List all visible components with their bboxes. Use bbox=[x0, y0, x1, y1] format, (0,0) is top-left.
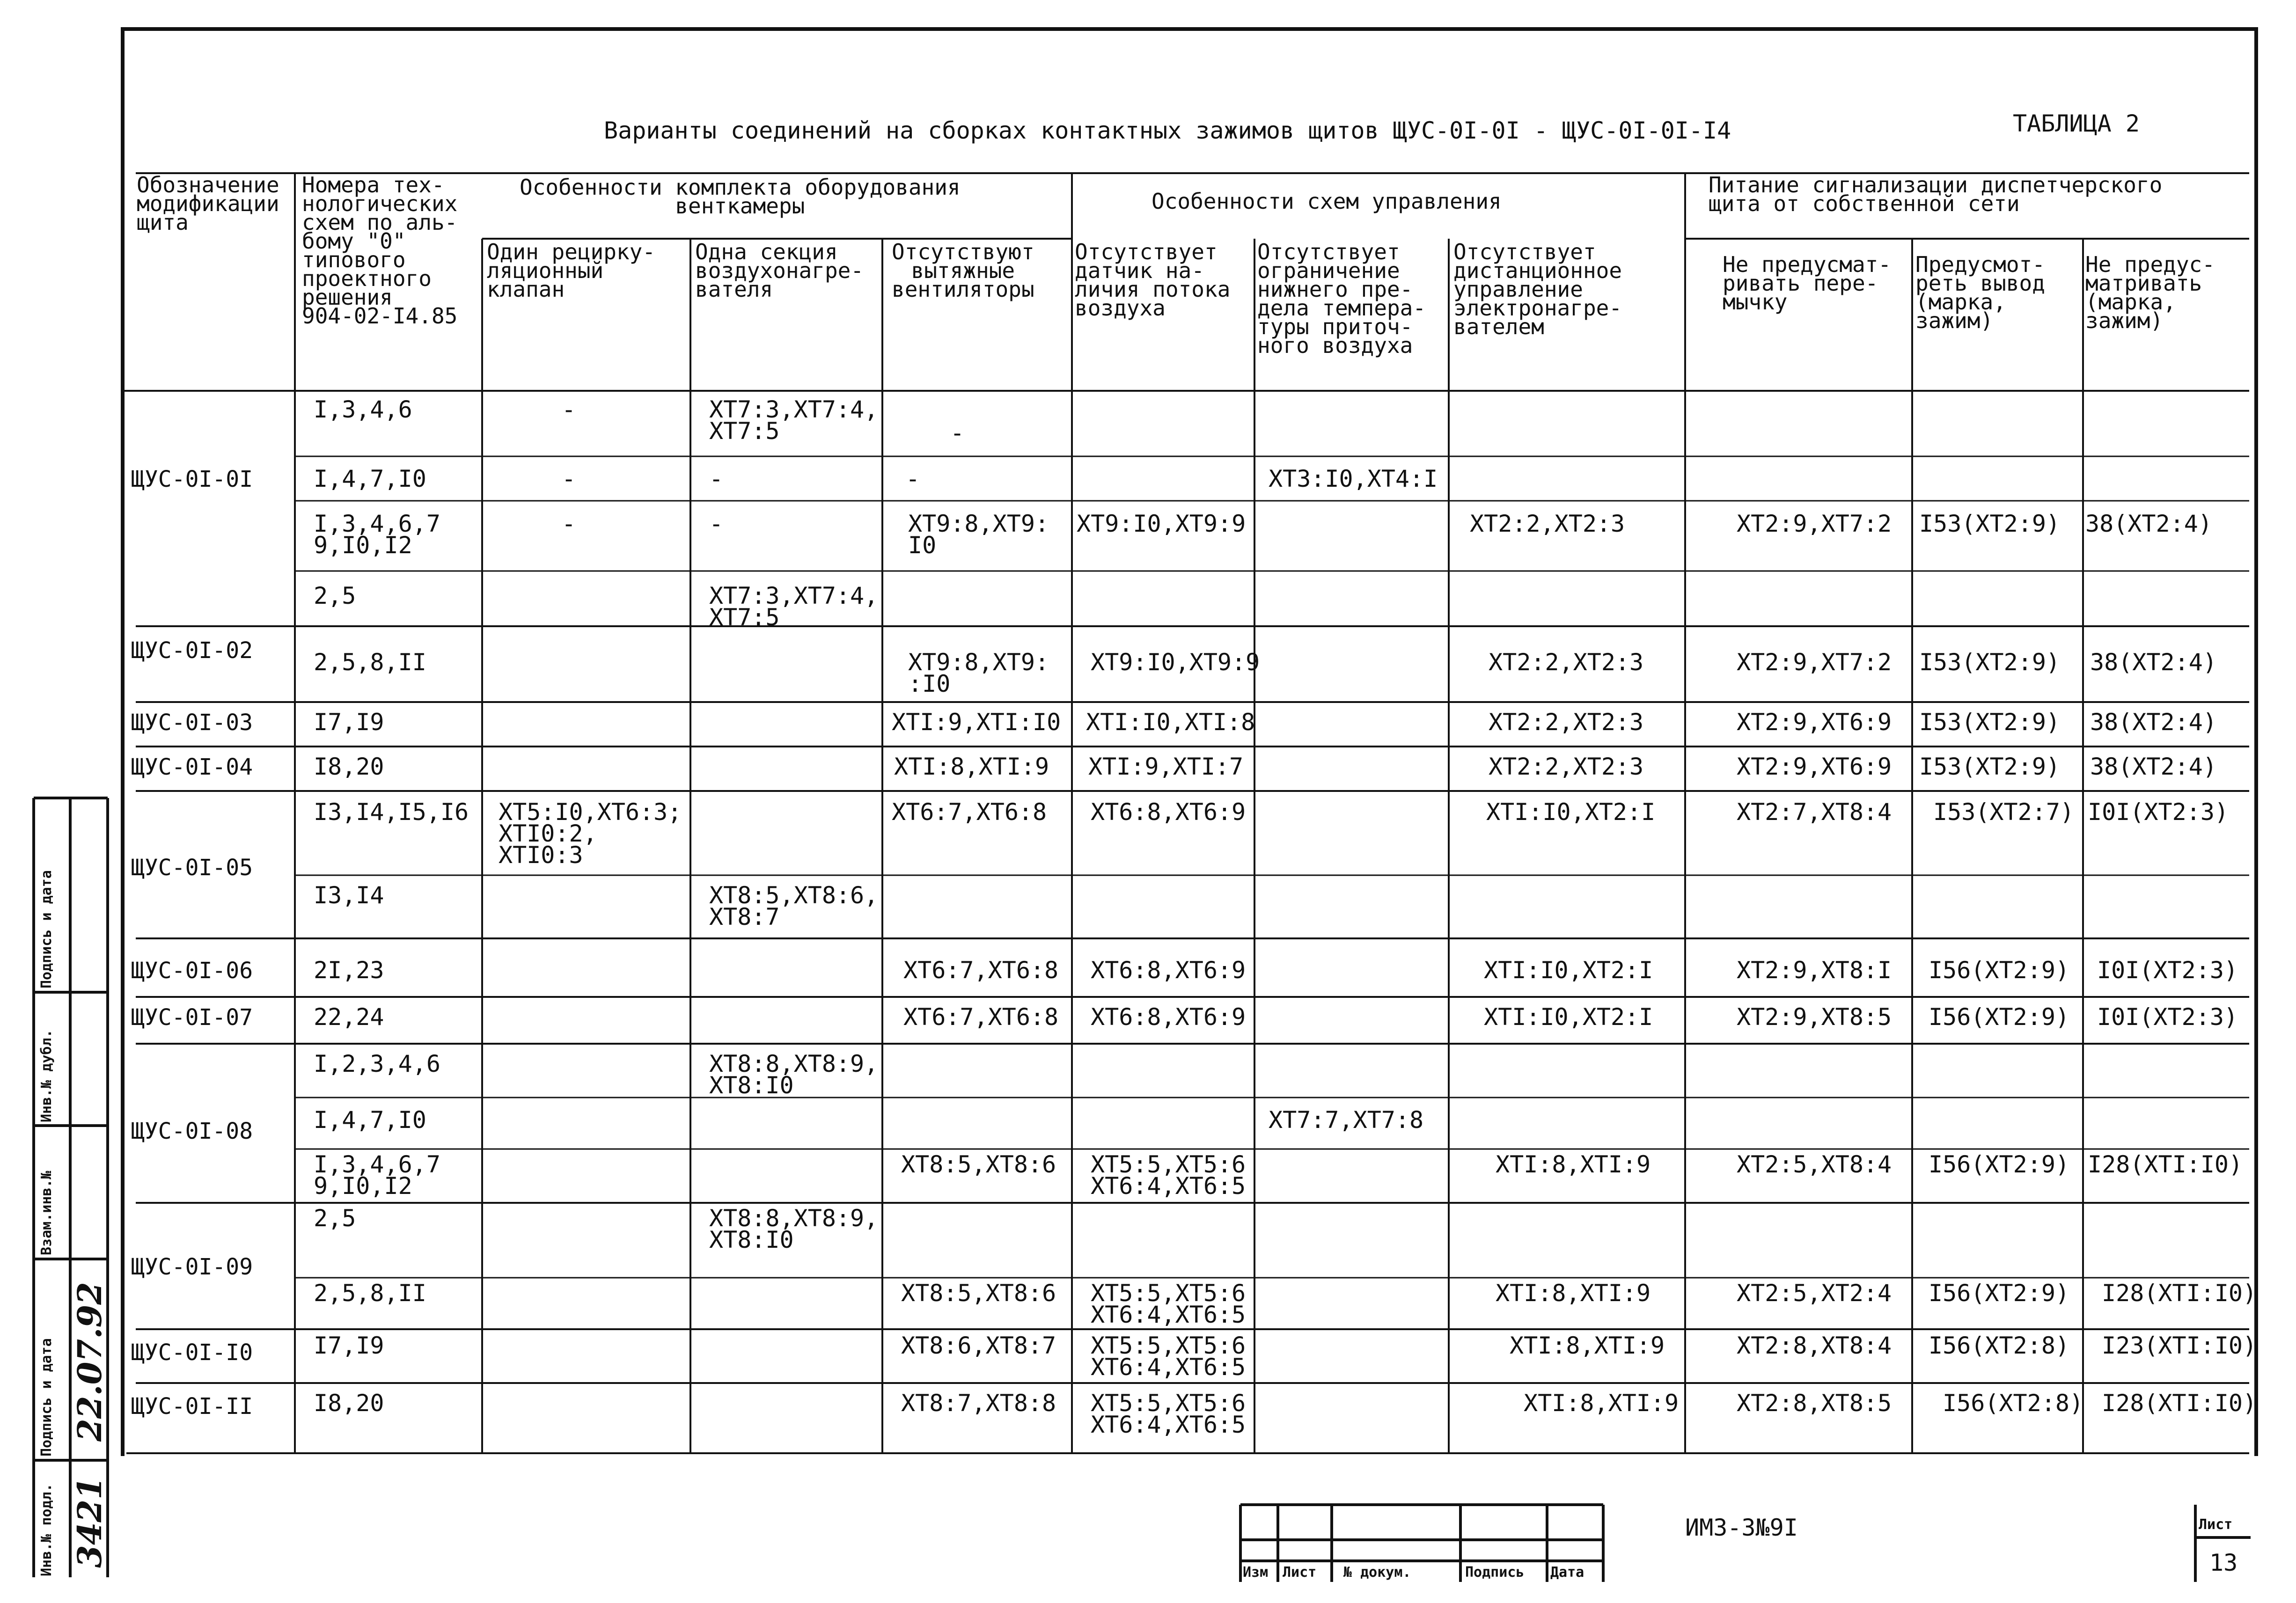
scheme-number-cell: I,3,4,6 bbox=[314, 396, 412, 423]
exhaust-cell: XT6:7,XT6:8 bbox=[903, 957, 1059, 984]
scheme-number-cell: I8,20 bbox=[314, 753, 384, 780]
col-doc: № докум. bbox=[1343, 1564, 1411, 1581]
scheme-number-cell: 2I,23 bbox=[314, 957, 384, 984]
designation-label: ЩУС-0I-05 bbox=[131, 855, 253, 881]
header-no-remote-control: Отсутствует дистанционное управление электронагре- вателем bbox=[1453, 239, 1622, 339]
temp-limit-cell: XT3:I0,XT4:I bbox=[1269, 465, 1438, 492]
provide-output-cell: I56(XT2:9) bbox=[1929, 1280, 2070, 1307]
col-date: Дата bbox=[1550, 1564, 1584, 1581]
not-provide-cell: I28(XTI:I0) bbox=[2088, 1151, 2243, 1178]
header-no-jumper: Не предусмат- ривать пере- мычку bbox=[1723, 252, 1892, 315]
flow-sensor-cell: XT5:5,XT5:6 XT6:4,XT6:5 bbox=[1091, 1390, 1246, 1438]
scheme-number-cell: 2,5 bbox=[314, 1205, 356, 1232]
flow-sensor-cell: XTI:I0,XTI:8 bbox=[1086, 709, 1255, 736]
designation-label: ЩУС-0I-I0 bbox=[131, 1339, 253, 1366]
header-scheme-numbers: Номера тех- нологических схем по аль- бому "0" типового проектного решения 904-02-I4.85 bbox=[302, 172, 458, 329]
not-provide-cell: I0I(XT2:3) bbox=[2097, 957, 2238, 984]
heater-cell: XT8:8,XT8:9, XT8:I0 bbox=[709, 1205, 879, 1253]
provide-output-cell: I56(XT2:9) bbox=[1929, 1151, 2070, 1178]
jumper-cell: XT2:9,XT8:I bbox=[1737, 957, 1892, 984]
flow-sensor-cell: XT9:I0,XT9:9 bbox=[1077, 510, 1246, 537]
remote-control-cell: XT2:2,XT2:3 bbox=[1470, 510, 1625, 537]
doc-code: ИМ3-3№9I bbox=[1685, 1514, 1798, 1541]
scheme-number-cell: I7,I9 bbox=[314, 1332, 384, 1359]
jumper-cell: XT2:8,XT8:4 bbox=[1737, 1332, 1892, 1359]
col-sign: Подпись bbox=[1465, 1564, 1525, 1581]
exhaust-cell: - bbox=[906, 465, 920, 492]
remote-control-cell: XT2:2,XT2:3 bbox=[1489, 649, 1644, 676]
heater-cell: - bbox=[709, 510, 724, 537]
jumper-cell: XT2:5,XT2:4 bbox=[1737, 1280, 1892, 1307]
jumper-cell: XT2:9,XT7:2 bbox=[1737, 510, 1892, 537]
provide-output-cell: I53(XT2:9) bbox=[1919, 510, 2061, 537]
heater-cell: XT8:5,XT8:6, XT8:7 bbox=[709, 882, 879, 930]
designation-label: ЩУС-0I-03 bbox=[131, 710, 253, 736]
header-provide-output: Предусмот- реть вывод (марка, зажим) bbox=[1915, 252, 2045, 333]
heater-cell: - bbox=[709, 465, 724, 492]
designation-label: ЩУС-0I-0I bbox=[131, 466, 253, 492]
designation-label: ЩУС-0I-09 bbox=[131, 1254, 253, 1280]
not-provide-cell: I28(XTI:I0) bbox=[2102, 1390, 2257, 1417]
provide-output-cell: I56(XT2:8) bbox=[1943, 1390, 2084, 1417]
header-designation: Обозначение модификации щита bbox=[137, 172, 279, 235]
designation-label: ЩУС-0I-06 bbox=[131, 958, 253, 984]
header-control-group: Особенности схем управления bbox=[1152, 189, 1502, 214]
exhaust-cell: XT8:5,XT8:6 bbox=[901, 1280, 1056, 1307]
stamp-hand-inv: 3421 bbox=[70, 1477, 109, 1568]
scheme-number-cell: I8,20 bbox=[314, 1390, 384, 1417]
scheme-number-cell: I,3,4,6,7 9,I0,I2 bbox=[314, 1151, 440, 1200]
not-provide-cell: I23(XTI:I0) bbox=[2102, 1332, 2257, 1359]
provide-output-cell: I53(XT2:9) bbox=[1919, 753, 2061, 780]
remote-control-cell: XTI:8,XTI:9 bbox=[1510, 1332, 1665, 1359]
remote-control-cell: XTI:8,XTI:9 bbox=[1496, 1280, 1651, 1307]
scheme-number-cell: I7,I9 bbox=[314, 709, 384, 736]
flow-sensor-cell: XT6:8,XT6:9 bbox=[1091, 1003, 1246, 1031]
provide-output-cell: I53(XT2:9) bbox=[1919, 649, 2061, 676]
exhaust-cell: XT8:7,XT8:8 bbox=[901, 1390, 1056, 1417]
scheme-number-cell: I3,I4 bbox=[314, 882, 384, 909]
designation-label: ЩУС-0I-08 bbox=[131, 1118, 253, 1144]
remote-control-cell: XT2:2,XT2:3 bbox=[1489, 709, 1644, 736]
stamp-sign-date-1: Подпись и дата bbox=[38, 1338, 55, 1457]
remote-control-cell: XTI:I0,XT2:I bbox=[1486, 798, 1656, 826]
jumper-cell: XT2:9,XT8:5 bbox=[1737, 1003, 1892, 1031]
remote-control-cell: XTI:I0,XT2:I bbox=[1484, 957, 1653, 984]
designation-label: ЩУС-0I-07 bbox=[131, 1004, 253, 1031]
scheme-number-cell: I,4,7,I0 bbox=[314, 465, 426, 492]
exhaust-cell: XTI:9,XTI:I0 bbox=[892, 709, 1061, 736]
not-provide-cell: 38(XT2:4) bbox=[2090, 753, 2217, 780]
provide-output-cell: I53(XT2:7) bbox=[1933, 798, 2075, 826]
stamp-inv-dup: Инв.№ дубл. bbox=[38, 1029, 55, 1122]
provide-output-cell: I53(XT2:9) bbox=[1919, 709, 2061, 736]
heater-cell: XT7:3,XT7:4, XT7:5 bbox=[709, 582, 879, 631]
exhaust-cell: XT9:8,XT9: I0 bbox=[908, 510, 1049, 559]
designation-label: ЩУС-0I-02 bbox=[131, 637, 253, 664]
jumper-cell: XT2:7,XT8:4 bbox=[1737, 798, 1892, 826]
provide-output-cell: I56(XT2:9) bbox=[1929, 1003, 2070, 1031]
provide-output-cell: I56(XT2:8) bbox=[1929, 1332, 2070, 1359]
flow-sensor-cell: XT9:I0,XT9:9 bbox=[1091, 649, 1260, 676]
not-provide-cell: I0I(XT2:3) bbox=[2088, 798, 2229, 826]
exhaust-cell: XTI:8,XTI:9 bbox=[894, 753, 1049, 780]
designation-label: ЩУС-0I-II bbox=[131, 1393, 253, 1420]
not-provide-cell: 38(XT2:4) bbox=[2090, 709, 2217, 736]
heater-cell: XT7:3,XT7:4, XT7:5 bbox=[709, 396, 879, 445]
remote-control-cell: XTI:8,XTI:9 bbox=[1524, 1390, 1679, 1417]
not-provide-cell: I28(XTI:I0) bbox=[2102, 1280, 2257, 1307]
temp-limit-cell: XT7:7,XT7:8 bbox=[1269, 1106, 1424, 1134]
remote-control-cell: XTI:I0,XT2:I bbox=[1484, 1003, 1653, 1031]
scheme-number-cell: I,3,4,6,7 9,I0,I2 bbox=[314, 510, 440, 559]
header-no-exhaust-fans: Отсутствуют вытяжные вентиляторы bbox=[892, 239, 1034, 302]
header-equipment-group: Особенности комплекта оборудования венткамеры bbox=[520, 175, 961, 219]
stamp-hand-date: 22.07.92 bbox=[70, 1282, 109, 1442]
remote-control-cell: XTI:8,XTI:9 bbox=[1496, 1151, 1651, 1178]
sheet-number: 13 bbox=[2209, 1549, 2238, 1576]
header-no-temp-limit: Отсутствует ограничение нижнего пре- дела темпера- туры приточ- ного воздуха bbox=[1257, 239, 1426, 358]
scheme-number-cell: I,2,3,4,6 bbox=[314, 1050, 440, 1077]
col-list: Лист bbox=[1283, 1564, 1317, 1581]
header-heater-section: Одна секция воздухонагре- вателя bbox=[695, 239, 864, 302]
scheme-number-cell: 22,24 bbox=[314, 1003, 384, 1031]
exhaust-cell: XT6:7,XT6:8 bbox=[892, 798, 1047, 826]
jumper-cell: XT2:8,XT8:5 bbox=[1737, 1390, 1892, 1417]
not-provide-cell: 38(XT2:4) bbox=[2090, 649, 2217, 676]
stamp-sign-date-2: Подпись и дата bbox=[38, 870, 55, 988]
flow-sensor-cell: XT5:5,XT5:6 XT6:4,XT6:5 bbox=[1091, 1280, 1246, 1328]
jumper-cell: XT2:9,XT7:2 bbox=[1737, 649, 1892, 676]
stamp-replace-inv: Взам.инв.№ bbox=[38, 1171, 55, 1255]
designation-label: ЩУС-0I-04 bbox=[131, 754, 253, 780]
flow-sensor-cell: XT5:5,XT5:6 XT6:4,XT6:5 bbox=[1091, 1151, 1246, 1200]
exhaust-cell: XT8:6,XT8:7 bbox=[901, 1332, 1056, 1359]
scheme-number-cell: I,4,7,I0 bbox=[314, 1106, 426, 1134]
exhaust-cell: XT9:8,XT9: :I0 bbox=[908, 649, 1049, 697]
document-title: Варианты соединений на сборках контактных зажимов щитов ЩУС-0I-0I - ЩУС-0I-0I-I4 bbox=[604, 117, 1731, 144]
recirculation-cell: - bbox=[562, 465, 576, 492]
flow-sensor-cell: XT6:8,XT6:9 bbox=[1091, 798, 1246, 826]
header-signal-group: Питание сигнализации диспетчерского щита от собственной сети bbox=[1709, 172, 2163, 216]
remote-control-cell: XT2:2,XT2:3 bbox=[1489, 753, 1644, 780]
exhaust-cell: XT6:7,XT6:8 bbox=[903, 1003, 1059, 1031]
header-not-provide: Не предус- матривать (марка, зажим) bbox=[2085, 252, 2215, 333]
scheme-number-cell: 2,5 bbox=[314, 582, 356, 609]
exhaust-cell: - bbox=[950, 419, 965, 446]
recirculation-cell: - bbox=[562, 396, 576, 423]
stamp-inv-no: Инв.№ подл. bbox=[38, 1483, 55, 1576]
scheme-number-cell: 2,5,8,II bbox=[314, 1280, 426, 1307]
header-recirculation-valve: Один рецирку- ляционный клапан bbox=[487, 239, 656, 302]
heater-cell: XT8:8,XT8:9, XT8:I0 bbox=[709, 1050, 879, 1099]
jumper-cell: XT2:9,XT6:9 bbox=[1737, 753, 1892, 780]
jumper-cell: XT2:9,XT6:9 bbox=[1737, 709, 1892, 736]
flow-sensor-cell: XT5:5,XT5:6 XT6:4,XT6:5 bbox=[1091, 1332, 1246, 1381]
recirculation-cell: XT5:I0,XT6:3; XTI0:2, XTI0:3 bbox=[499, 798, 682, 869]
table-label: ТАБЛИЦА 2 bbox=[2013, 110, 2140, 137]
scheme-number-cell: I3,I4,I5,I6 bbox=[314, 798, 469, 826]
exhaust-cell: XT8:5,XT8:6 bbox=[901, 1151, 1056, 1178]
jumper-cell: XT2:5,XT8:4 bbox=[1737, 1151, 1892, 1178]
sheet-label: Лист bbox=[2199, 1516, 2233, 1533]
not-provide-cell: 38(XT2:4) bbox=[2085, 510, 2212, 537]
flow-sensor-cell: XT6:8,XT6:9 bbox=[1091, 957, 1246, 984]
recirculation-cell: - bbox=[562, 510, 576, 537]
scheme-number-cell: 2,5,8,II bbox=[314, 649, 426, 676]
flow-sensor-cell: XTI:9,XTI:7 bbox=[1088, 753, 1244, 780]
not-provide-cell: I0I(XT2:3) bbox=[2097, 1003, 2238, 1031]
header-no-flow-sensor: Отсутствует датчик на- личия потока воздуха bbox=[1075, 239, 1231, 321]
col-izm: Изм bbox=[1243, 1564, 1269, 1581]
provide-output-cell: I56(XT2:9) bbox=[1929, 957, 2070, 984]
